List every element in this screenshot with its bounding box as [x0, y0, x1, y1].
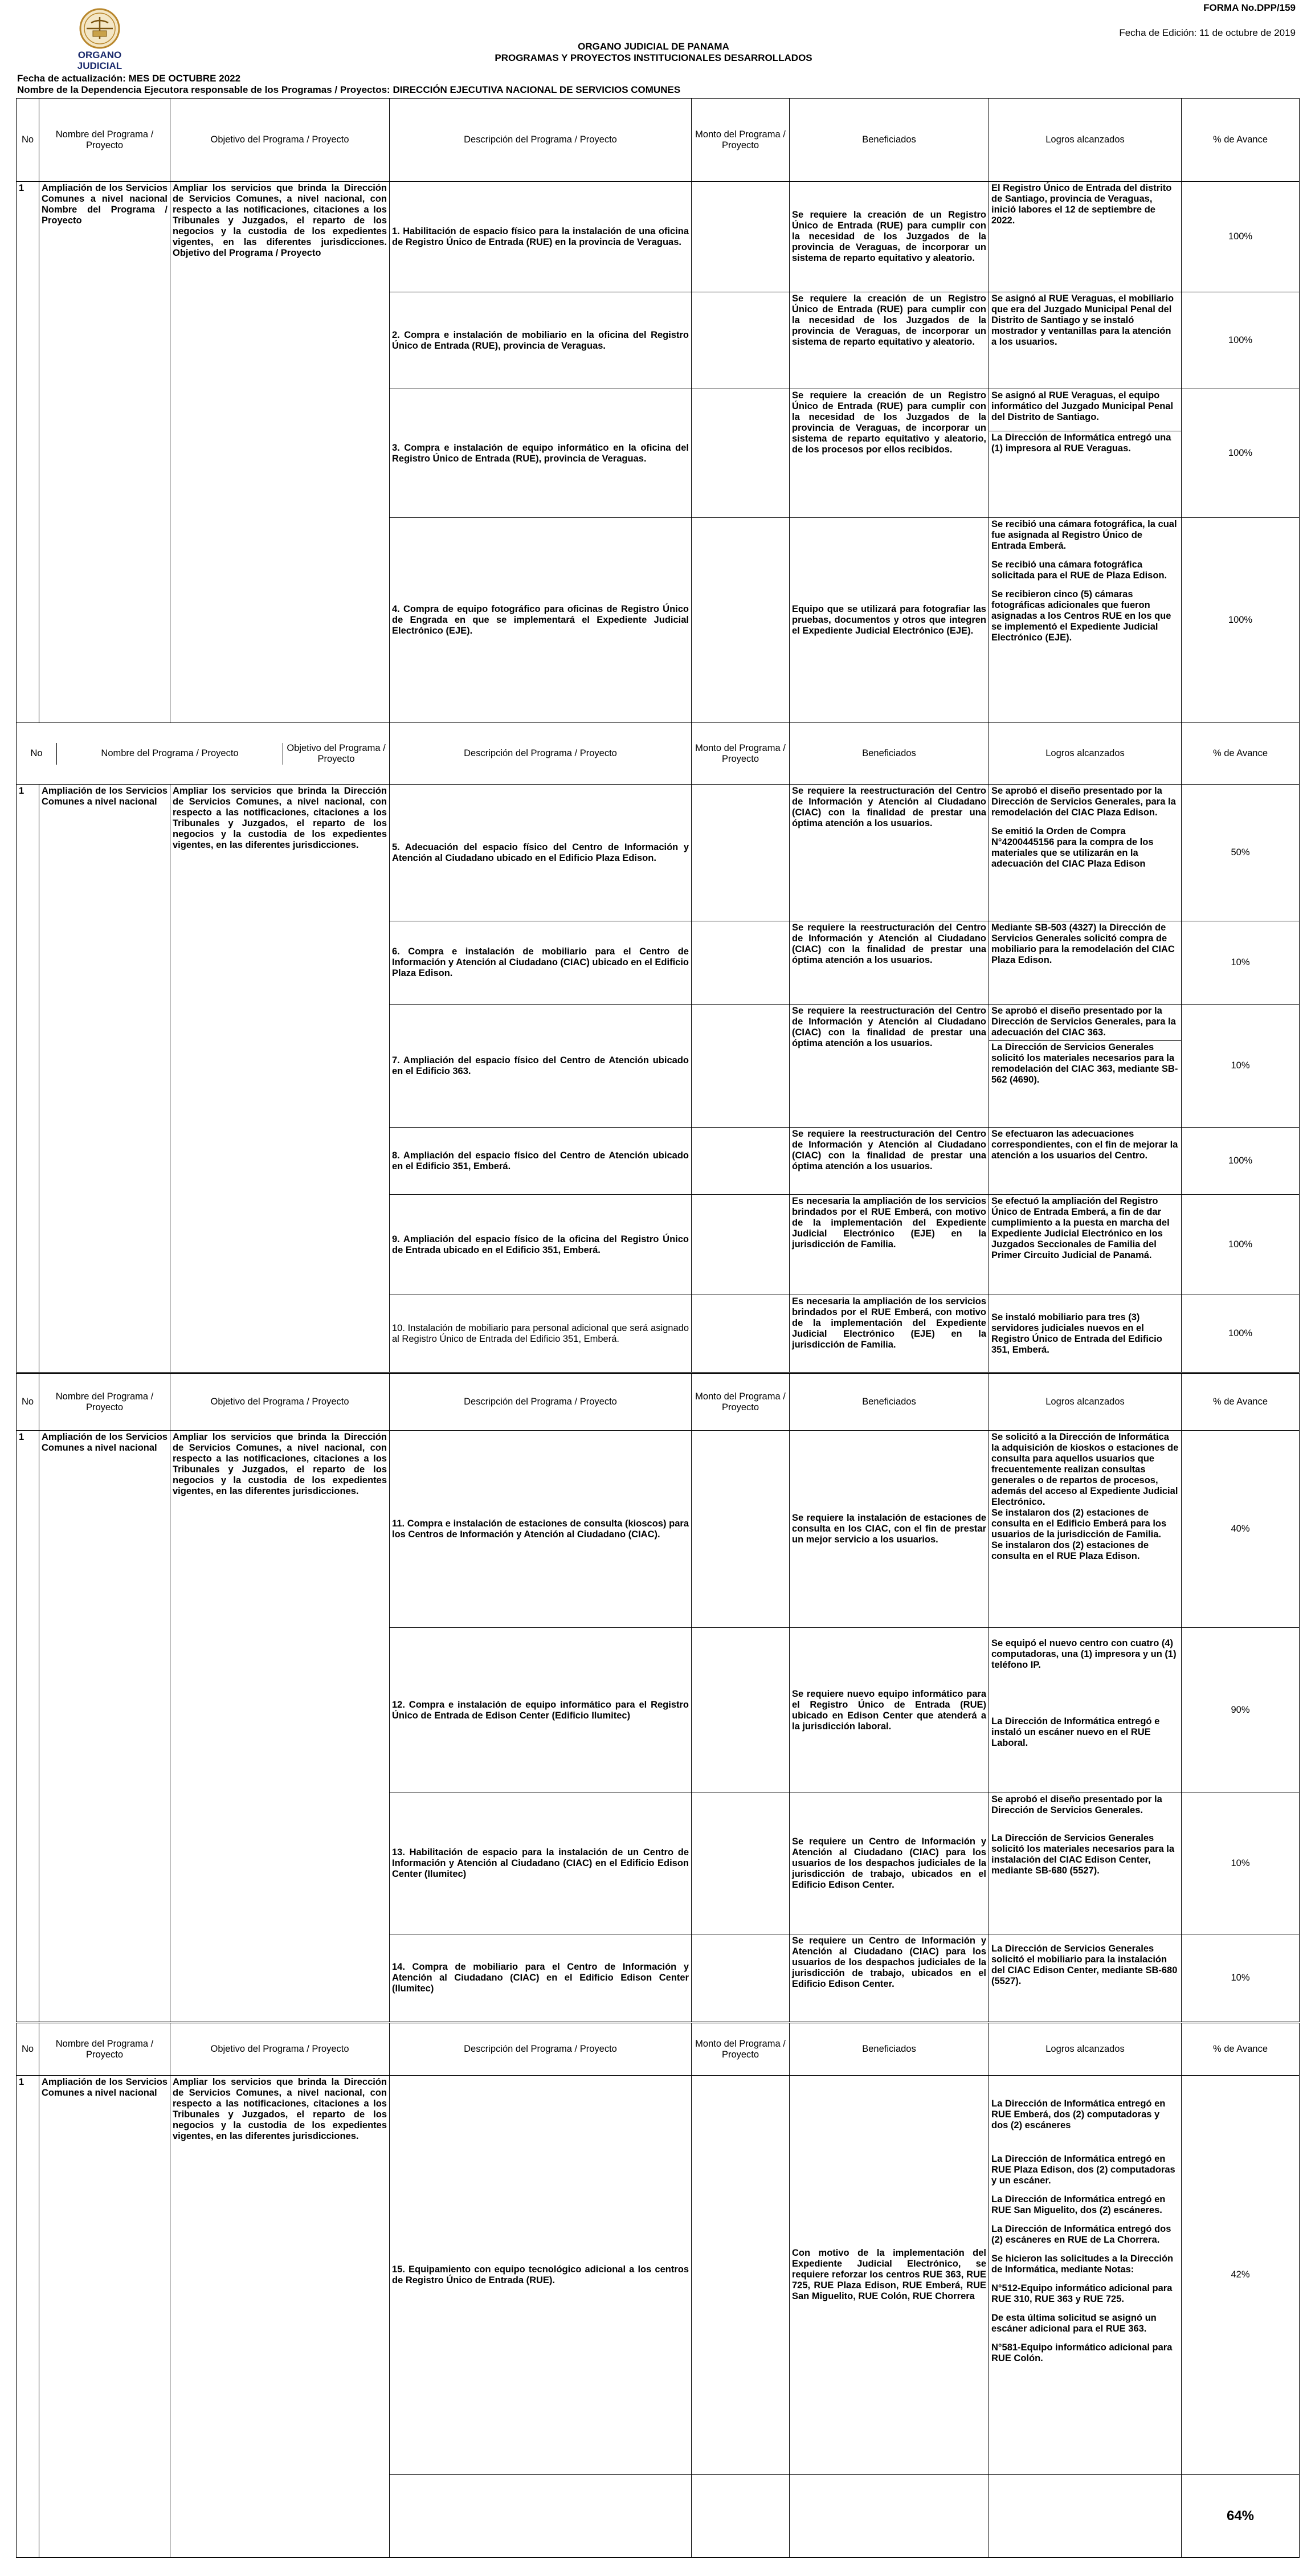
project-description: 6. Compra e instalación de mobiliario para el Centro de Información y Atención al Ciudadano (CIAC) ubicado en el Edificio Plaza Edison. [390, 921, 692, 1005]
achievement-item: La Dirección de Servicios Generales solicitó los materiales necesarios para la instalación del CIAC Edison Center, mediante SB-680 (5527). [991, 1833, 1174, 1876]
project-objective: Ampliar los servicios que brinda la Dirección de Servicios Comunes, a nivel nacional, con respecto a las notificaciones, citaciones a los Tribunales y Juzgados, el reparto de los negocios y la custodia de los expedientes vigentes, en las diferentes jurisdicciones. Objetivo del Programa / Proyecto [170, 182, 390, 723]
col-header-amount: Monto del Programa / Proyecto [692, 99, 790, 182]
project-number: 1 [17, 2076, 39, 2558]
svg-text:JUDICIAL: JUDICIAL [77, 60, 122, 71]
project-description: 4. Compra de equipo fotográfico para oficinas de Registro Único de Engrada en que se implementará el Expediente Judicial Electrónico (EJE). [390, 518, 692, 723]
col-header-name: Nombre del Programa / Proyecto [57, 743, 283, 765]
achievement-item: N°512-Equipo informático adicional para RUE 310, RUE 363 y RUE 725. [991, 2283, 1173, 2304]
project-beneficiaries: Se requiere un Centro de Información y Atención al Ciudadano (CIAC) para los usuarios de los despachos judiciales de la jurisdicción de trabajo, ubicados en el Edificio Edison Center. [790, 1793, 989, 1934]
col-header-objective: Objetivo del Programa / Proyecto [170, 2023, 390, 2076]
project-achievements [989, 1431, 1182, 1628]
col-header-objective: Objetivo del Programa / Proyecto [170, 99, 390, 182]
col-header-achievements: Logros alcanzados [989, 1374, 1182, 1431]
project-name: Ampliación de los Servicios Comunes a nivel nacional [39, 2076, 170, 2558]
progress-value: 42% [1182, 2076, 1300, 2475]
project-name: Ampliación de los Servicios Comunes a nivel nacional [39, 1431, 170, 2022]
project-achievements [989, 2076, 1182, 2475]
achievement-item: El Registro Único de Entrada del distrito de Santiago, provincia de Veraguas, inició labores el 12 de septiembre de 2022. [991, 183, 1172, 226]
project-achievements [989, 182, 1182, 292]
table-row [17, 182, 1300, 292]
progress-value: 50% [1182, 785, 1300, 921]
project-achievements [989, 389, 1182, 518]
achievement-item: Se instalaron dos (2) estaciones de consulta en el Edificio Emberá para los usuarios de la jurisdicción de Familia. [991, 1508, 1167, 1540]
achievement-item: La Dirección de Informática entregó una (1) impresora al RUE Veraguas. [989, 431, 1181, 454]
project-beneficiaries: Se requiere nuevo equipo informático para el Registro Único de Entrada (RUE) ubicado en Edison Center que atenderá a la jurisdicción laboral. [790, 1628, 989, 1793]
project-achievements [989, 785, 1182, 921]
achievement-item: Se aprobó el diseño presentado por la Dirección de Servicios Generales. [991, 1794, 1162, 1815]
project-beneficiaries: Se requiere la reestructuración del Centro de Información y Atención al Ciudadano (CIAC) con la finalidad de prestar una óptima atención a los usuarios. [790, 1005, 989, 1128]
achievement-item: La Dirección de Informática entregó en RUE Emberá, dos (2) computadoras y dos (2) escáneres [991, 2099, 1166, 2130]
update-date: Fecha de actualización: MES DE OCTUBRE 2022 [17, 73, 241, 84]
project-beneficiaries: Se requiere la reestructuración del Centro de Información y Atención al Ciudadano (CIAC) con la finalidad de prestar una óptima atención a los usuarios. [790, 1128, 989, 1195]
col-header-no: No [17, 1374, 39, 1431]
table-row [17, 2076, 1300, 2475]
project-amount [692, 182, 790, 292]
achievement-item: La Dirección de Servicios Generales solicitó los materiales necesarios para la remodelación del CIAC 363, mediante SB-562 (4690). [989, 1040, 1181, 1085]
col-header-amount: Monto del Programa / Proyecto [692, 723, 790, 785]
achievement-item: Se recibió una cámara fotográfica solicitada para el RUE de Plaza Edison. [991, 560, 1167, 581]
achievement-item: Se solicitó a la Dirección de Informática la adquisición de kioskos o estaciones de consulta para aquellos usuarios que frecuentemente realizan consultas generales o de repartos de procesos, además del acceso al Expediente Judicial Electrónico. [991, 1432, 1179, 1507]
project-objective: Ampliar los servicios que brinda la Dirección de Servicios Comunes, a nivel nacional, con respecto a las notificaciones, citaciones a los Tribunales y Juzgados, el reparto de los negocios y la custodia de los expedientes vigentes, en las diferentes jurisdicciones. [170, 785, 390, 1373]
progress-value: 100% [1182, 292, 1300, 389]
project-description: 10. Instalación de mobiliario para personal adicional que será asignado al Registro Único de Entrada del Edificio 351, Emberá. [390, 1295, 692, 1373]
progress-value: 100% [1182, 389, 1300, 518]
projects-table-section-2 [16, 722, 1300, 1373]
col-header-beneficiaries: Beneficiados [790, 99, 989, 182]
project-amount [692, 785, 790, 921]
table-row [17, 785, 1300, 921]
project-number: 1 [17, 1431, 39, 2022]
project-achievements [989, 1628, 1182, 1793]
col-header-progress: % de Avance [1182, 99, 1300, 182]
col-header-progress: % de Avance [1182, 723, 1300, 785]
achievement-item: La Dirección de Informática entregó dos (2) escáneres en RUE de La Chorrera. [991, 2224, 1171, 2245]
project-number: 1 [17, 182, 39, 723]
project-beneficiaries: Se requiere la reestructuración del Centro de Información y Atención al Ciudadano (CIAC) con la finalidad de prestar una óptima atención a los usuarios. [790, 785, 989, 921]
project-name: Ampliación de los Servicios Comunes a nivel nacional Nombre del Programa / Proyecto [39, 182, 170, 723]
project-beneficiaries: Se requiere un Centro de Información y Atención al Ciudadano (CIAC) para los usuarios de los despachos judiciales de la jurisdicción de trabajo, ubicados en el Edificio Edison Center. [790, 1934, 989, 2022]
project-amount [692, 1431, 790, 1628]
project-achievements [989, 518, 1182, 723]
project-amount [692, 1128, 790, 1195]
achievement-item: La Dirección de Informática entregó e instaló un escáner nuevo en el RUE Laboral. [991, 1716, 1160, 1748]
achievement-item: Se efectuaron las adecuaciones correspondientes, con el fin de mejorar la atención a los usuarios del Centro. [991, 1129, 1178, 1161]
project-beneficiaries: Es necesaria la ampliación de los servicios brindados por el RUE Emberá, con motivo de la implementación del Expediente Judicial Electrónico (EJE) en la jurisdicción de Familia. [790, 1295, 989, 1373]
col-header-amount: Monto del Programa / Proyecto [692, 2023, 790, 2076]
project-amount [692, 389, 790, 518]
table-header-row [17, 2023, 1300, 2076]
projects-table-section-1 [16, 98, 1300, 723]
achievement-item: Se instaló mobiliario para tres (3) servidores judiciales nuevos en el Registro Único de Entrada del Edificio 351, Emberá. [991, 1312, 1162, 1355]
achievement-item: Se emitió la Orden de Compra N°4200445156 para la compra de los materiales que se utilizarán en la adecuación del CIAC Plaza Edison [991, 826, 1154, 869]
project-amount [692, 518, 790, 723]
progress-value: 10% [1182, 921, 1300, 1005]
progress-value: 100% [1182, 1195, 1300, 1295]
col-header-no: No [30, 748, 43, 758]
project-description: 8. Ampliación del espacio físico del Centro de Atención ubicado en el Edificio 351, Emberá. [390, 1128, 692, 1195]
project-description: 9. Ampliación del espacio físico de la oficina del Registro Único de Entrada ubicado en el Edificio 351, Emberá. [390, 1195, 692, 1295]
achievement-item: La Dirección de Informática entregó en RUE Plaza Edison, dos (2) computadoras y un escáner. [991, 2154, 1175, 2186]
achievement-item: Mediante SB-503 (4327) la Dirección de Servicios Generales solicitó compra de mobiliario para la remodelación del CIAC Plaza Edison. [991, 922, 1175, 965]
project-amount [692, 1195, 790, 1295]
col-header-beneficiaries: Beneficiados [790, 723, 989, 785]
col-header-progress: % de Avance [1182, 1374, 1300, 1431]
col-header-name: Nombre del Programa / Proyecto [39, 2023, 170, 2076]
col-header-beneficiaries: Beneficiados [790, 1374, 989, 1431]
project-achievements [989, 1005, 1182, 1128]
achievement-item: Se recibió una cámara fotográfica, la cual fue asignada al Registro Único de Entrada Emberá. [991, 519, 1177, 551]
project-objective: Ampliar los servicios que brinda la Dirección de Servicios Comunes, a nivel nacional, con respecto a las notificaciones, citaciones a los Tribunales y Juzgados, el reparto de los negocios y la custodia de los expedientes vigentes, en las diferentes jurisdicciones. [170, 1431, 390, 2022]
project-description: 3. Compra e instalación de equipo informático en la oficina del Registro Único de Entrada (RUE), provincia de Veraguas. [390, 389, 692, 518]
progress-value: 100% [1182, 1295, 1300, 1373]
project-beneficiaries: Equipo que se utilizará para fotografiar las pruebas, documentos y otros que integren el Expediente Judicial Electrónico (EJE). [790, 518, 989, 723]
col-header-description: Descripción del Programa / Proyecto [390, 2023, 692, 2076]
projects-table-section-4 [16, 2023, 1300, 2558]
col-header-objective: Objetivo del Programa / Proyecto [283, 743, 390, 765]
achievement-item: Se recibieron cinco (5) cámaras fotográficas adicionales que fueron asignadas a los Centros RUE en los que se implementó el Expediente Judicial Electrónico (EJE). [991, 589, 1171, 643]
col-header-description: Descripción del Programa / Proyecto [390, 723, 692, 785]
project-achievements [989, 1934, 1182, 2022]
project-amount [692, 1628, 790, 1793]
progress-value: 100% [1182, 518, 1300, 723]
col-header-beneficiaries: Beneficiados [790, 2023, 989, 2076]
project-beneficiaries: Se requiere la instalación de estaciones de consulta en los CIAC, con el fin de prestar un mejor servicio a los usuarios. [790, 1431, 989, 1628]
progress-value: 100% [1182, 1128, 1300, 1195]
project-description: 13. Habilitación de espacio para la instalación de un Centro de Información y Atención al Ciudadano (CIAC) en el Edificio Edison Center (Ilumitec) [390, 1793, 692, 1934]
project-achievements [989, 1793, 1182, 1934]
col-header-name: Nombre del Programa / Proyecto [39, 99, 170, 182]
project-beneficiaries: Se requiere la creación de un Registro Único de Entrada (RUE) para cumplir con la necesidad de los Juzgados de la provincia de Veraguas, de incorporar un sistema de reparto equitativo y aleatorio. [790, 292, 989, 389]
project-amount [692, 292, 790, 389]
col-header-name: Nombre del Programa / Proyecto [39, 1374, 170, 1431]
project-amount [692, 1005, 790, 1128]
achievement-item: Se instalaron dos (2) estaciones de consulta en el RUE Plaza Edison. [991, 1540, 1149, 1561]
project-description: 14. Compra de mobiliario para el Centro de Información y Atención al Ciudadano (CIAC) en el Edificio Edison Center (Ilumitec) [390, 1934, 692, 2022]
project-achievements [989, 292, 1182, 389]
project-number: 1 [17, 785, 39, 1373]
project-achievements [989, 1295, 1182, 1373]
col-header-achievements: Logros alcanzados [989, 2023, 1182, 2076]
table-header-row [17, 99, 1300, 182]
project-beneficiaries: Se requiere la creación de un Registro Único de Entrada (RUE) para cumplir con la necesidad de los Juzgados de la provincia de Veraguas, de incorporar un sistema de reparto equitativo y aleatorio, de los procesos por ellos recibidos. [790, 389, 989, 518]
project-amount [692, 1934, 790, 2022]
progress-value: 10% [1182, 1005, 1300, 1128]
project-description: 2. Compra e instalación de mobiliario en la oficina del Registro Único de Entrada (RUE), provincia de Veraguas. [390, 292, 692, 389]
project-amount [692, 1793, 790, 1934]
progress-value: 10% [1182, 1793, 1300, 1934]
total-progress: 64% [1182, 2475, 1300, 2558]
achievement-item: Se hicieron las solicitudes a la Dirección de Informática, mediante Notas: [991, 2254, 1174, 2275]
project-achievements [989, 1128, 1182, 1195]
table-header-row [17, 1374, 1300, 1431]
project-description: 7. Ampliación del espacio físico del Centro de Atención ubicado en el Edificio 363. [390, 1005, 692, 1128]
table-row [17, 1431, 1300, 1628]
project-objective: Ampliar los servicios que brinda la Dirección de Servicios Comunes, a nivel nacional, con respecto a las notificaciones, citaciones a los Tribunales y Juzgados, el reparto de los negocios y la custodia de los expedientes vigentes, en las diferentes jurisdicciones. [170, 2076, 390, 2558]
project-name: Ampliación de los Servicios Comunes a nivel nacional [39, 785, 170, 1373]
col-header-achievements: Logros alcanzados [989, 99, 1182, 182]
achievement-item: De esta última solicitud se asignó un escáner adicional para el RUE 363. [991, 2313, 1157, 2334]
achievement-item: Se aprobó el diseño presentado por la Dirección de Servicios Generales, para la remodelación del CIAC Plaza Edison. [991, 786, 1176, 818]
form-number: FORMA No.DPP/159 [1203, 2, 1296, 13]
col-header-no: No [17, 99, 39, 182]
project-description: 1. Habilitación de espacio físico para la instalación de una oficina de Registro Único de Entrada (RUE) en la provincia de Veraguas. [390, 182, 692, 292]
col-header-objective: Objetivo del Programa / Proyecto [170, 1374, 390, 1431]
progress-value: 40% [1182, 1431, 1300, 1628]
progress-value: 10% [1182, 1934, 1300, 2022]
svg-text:ORGANO: ORGANO [77, 50, 122, 60]
col-header-description: Descripción del Programa / Proyecto [390, 99, 692, 182]
table-header-row [17, 723, 1300, 785]
col-header-progress: % de Avance [1182, 2023, 1300, 2076]
col-header-amount: Monto del Programa / Proyecto [692, 1374, 790, 1431]
edition-date: Fecha de Edición: 11 de octubre de 2019 [1119, 27, 1296, 38]
col-header-description: Descripción del Programa / Proyecto [390, 1374, 692, 1431]
project-description: 15. Equipamiento con equipo tecnológico adicional a los centros de Registro Único de Entrada (RUE). [390, 2076, 692, 2475]
project-amount [692, 1295, 790, 1373]
org-name: ORGANO JUDICIAL DE PANAMA [578, 41, 729, 52]
progress-value: 90% [1182, 1628, 1300, 1793]
progress-value: 100% [1182, 182, 1300, 292]
project-description: 12. Compra e instalación de equipo informático para el Registro Único de Entrada de Edison Center (Edificio Ilumitec) [390, 1628, 692, 1793]
project-achievements [989, 1195, 1182, 1295]
achievement-item: Se equipó el nuevo centro con cuatro (4) computadoras, una (1) impresora y un (1) teléfono IP. [991, 1638, 1177, 1670]
project-description: 11. Compra e instalación de estaciones de consulta (kioscos) para los Centros de Información y Atención al Ciudadano (CIAC). [390, 1431, 692, 1628]
col-header-no: No [17, 2023, 39, 2076]
achievement-item: Se efectuó la ampliación del Registro Único de Entrada Emberá, a fin de dar cumplimiento a la puesta en marcha del Expediente Judicial Electrónico en los Juzgados Seccionales de Familia del Primer Circuito Judicial de Panamá. [991, 1196, 1170, 1260]
project-description: 5. Adecuación del espacio físico del Centro de Información y Atención al Ciudadano ubicado en el Edificio Plaza Edison. [390, 785, 692, 921]
project-amount [692, 2076, 790, 2475]
achievement-item: Se asignó al RUE Veraguas, el mobiliario que era del Juzgado Municipal Penal del Distrito de Santiago y se instaló mostrador y ventanillas para la atención a los usuarios. [991, 293, 1174, 347]
col-header-achievements: Logros alcanzados [989, 723, 1182, 785]
project-achievements [989, 921, 1182, 1005]
responsible-unit: Nombre de la Dependencia Ejecutora responsable de los Programas / Proyectos: DIRECCIÓN EJECUTIVA NACIONAL DE SERVICIOS COMUNES [17, 84, 681, 95]
report-subtitle: PROGRAMAS Y PROYECTOS INSTITUCIONALES DESARROLLADOS [495, 52, 812, 63]
achievement-item: La Dirección de Informática entregó en RUE San Miguelito, dos (2) escáneres. [991, 2194, 1166, 2215]
achievement-item: N°581-Equipo informático adicional para RUE Colón. [991, 2342, 1173, 2363]
project-beneficiaries: Se requiere la creación de un Registro Único de Entrada (RUE) para cumplir con la necesidad de los Juzgados de la provincia de Veraguas, de incorporar un sistema de reparto equitativo y aleatorio. [790, 182, 989, 292]
achievement-item: Se aprobó el diseño presentado por la Dirección de Servicios Generales, para la adecuación del CIAC 363. [991, 1006, 1176, 1038]
project-beneficiaries: Con motivo de la implementación del Expediente Judicial Electrónico, se requiere reforzar los centros RUE 363, RUE 725, RUE Plaza Edison, RUE Emberá, RUE San Miguelito, RUE Colón, RUE Chorrera [790, 2076, 989, 2475]
project-beneficiaries: Se requiere la reestructuración del Centro de Información y Atención al Ciudadano (CIAC) con la finalidad de prestar una óptima atención a los usuarios. [790, 921, 989, 1005]
achievement-item: La Dirección de Servicios Generales solicitó el mobiliario para la instalación del CIAC Edison Center, mediante SB-680 (5527). [991, 1944, 1178, 1986]
project-amount [692, 921, 790, 1005]
achievement-item: Se asignó al RUE Veraguas, el equipo informático del Juzgado Municipal Penal del Distrito de Santiago. [991, 390, 1174, 422]
project-beneficiaries: Es necesaria la ampliación de los servicios brindados por el RUE Emberá, con motivo de la implementación del Expediente Judicial Electrónico (EJE) en la jurisdicción de Familia. [790, 1195, 989, 1295]
projects-table-section-3 [16, 1373, 1300, 2022]
